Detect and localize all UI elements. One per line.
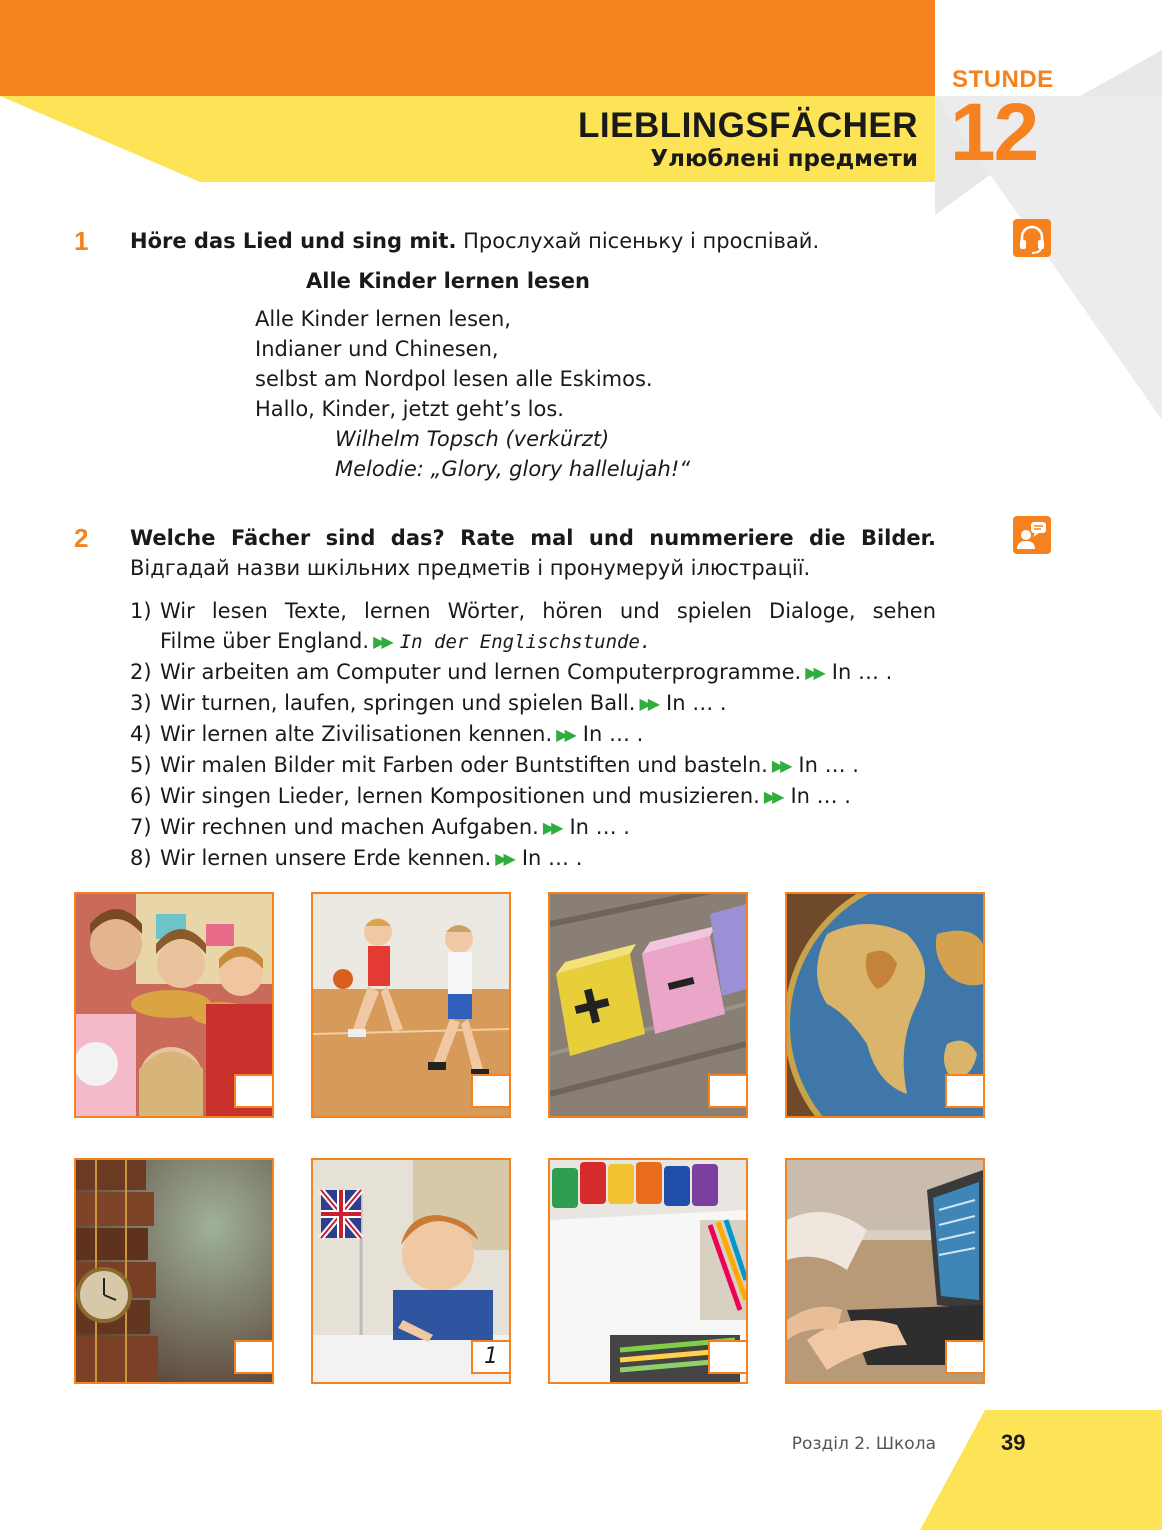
picture-answer-box[interactable]: [945, 1340, 985, 1374]
item-answer: In … .: [666, 691, 727, 715]
exercise-2-list: [130, 596, 936, 874]
item-text: Wir singen Lieder, lernen Kompositionen und musizieren.: [160, 784, 760, 808]
headphones-icon[interactable]: [1013, 219, 1051, 257]
picture-answer-box[interactable]: [708, 1340, 748, 1374]
item-number: 3): [130, 691, 152, 715]
picture-art: [548, 1158, 748, 1384]
song-line: Hallo, Kinder, jetzt geht’s los.: [255, 397, 564, 421]
item-answer: In … .: [798, 753, 859, 777]
picture-music: [74, 892, 274, 1118]
picture-answer-box[interactable]: [945, 1074, 985, 1108]
picture-answer-box[interactable]: [471, 1074, 511, 1108]
item-number: 4): [130, 722, 152, 746]
fast-forward-icon: ▶▶: [542, 818, 560, 837]
list-item: [130, 843, 936, 874]
song-line: selbst am Nordpol lesen alle Eskimos.: [255, 367, 653, 391]
song-title: Alle Kinder lernen lesen: [306, 269, 590, 293]
instruction-de: Welche Fächer sind das? Rate mal und nummeriere die Bilder.: [130, 526, 936, 550]
fast-forward-icon: ▶▶: [771, 756, 789, 775]
page-subtitle: Улюблені предмети: [650, 146, 918, 172]
picture-sport: [311, 892, 511, 1118]
instruction-de: Höre das Lied und sing mit.: [130, 229, 457, 253]
list-item: [130, 657, 936, 688]
item-text: Wir malen Bilder mit Farben oder Buntstiften und basteln.: [160, 753, 768, 777]
lesson-label: STUNDE: [952, 66, 1054, 93]
item-answer: In … .: [831, 660, 893, 684]
song-line: Alle Kinder lernen lesen,: [255, 307, 511, 331]
item-answer: In … .: [582, 722, 644, 746]
exercise-1-number: 1: [74, 226, 89, 256]
picture-math: [548, 892, 748, 1118]
exercise-2-instruction: [130, 523, 936, 583]
picture-geography: [785, 892, 985, 1118]
item-text: Wir turnen, laufen, springen und spielen Ball.: [160, 691, 636, 715]
item-number: 1): [130, 599, 152, 623]
item-text: Filme über England.: [160, 629, 370, 653]
picture-answer-box[interactable]: [234, 1074, 274, 1108]
picture-answer-box[interactable]: [234, 1340, 274, 1374]
picture-answer-box[interactable]: [708, 1074, 748, 1108]
exercise-1-instruction: [130, 226, 936, 256]
footer-section: Розділ 2. Школа: [791, 1434, 936, 1454]
list-item: [130, 812, 936, 843]
song-lyrics: [255, 304, 690, 484]
instruction-uk: Прослухай пісеньку і проспівай.: [463, 229, 820, 253]
item-number: 7): [130, 815, 152, 839]
fast-forward-icon: ▶▶: [763, 787, 781, 806]
fast-forward-icon: ▶▶: [639, 694, 657, 713]
list-item: [130, 688, 936, 719]
fast-forward-icon: ▶▶: [805, 663, 822, 682]
item-text: Wir lesen Texte, lernen Wörter, hören und spielen Dialoge, sehen: [160, 599, 936, 623]
lesson-number: 12: [950, 87, 1038, 178]
picture-computer: [785, 1158, 985, 1384]
picture-answer-box[interactable]: 1: [471, 1340, 511, 1374]
fast-forward-icon: ▶▶: [373, 632, 390, 651]
song-melody: Melodie: „Glory, glory hallelujah!“: [335, 457, 691, 481]
item-answer: In … .: [521, 846, 583, 870]
picture-history: [74, 1158, 274, 1384]
fast-forward-icon: ▶▶: [495, 849, 512, 868]
page-title: LIEBLINGSFÄCHER: [578, 106, 918, 145]
list-item-continuation: [130, 626, 936, 657]
song-line: Indianer und Chinesen,: [255, 337, 499, 361]
item-number: 6): [130, 784, 152, 808]
speaking-person-icon[interactable]: [1013, 516, 1051, 554]
item-text: Wir lernen alte Zivilisationen kennen.: [160, 722, 553, 746]
fast-forward-icon: ▶▶: [556, 725, 573, 744]
item-number: 8): [130, 846, 152, 870]
item-text: Wir arbeiten am Computer und lernen Computerprogramme.: [160, 660, 802, 684]
item-answer: In der Englischstunde.: [399, 631, 652, 653]
item-text: Wir rechnen und machen Aufgaben.: [160, 815, 539, 839]
list-item: [130, 781, 936, 812]
page-number: 39: [1001, 1430, 1026, 1455]
item-number: 5): [130, 753, 152, 777]
list-item: [130, 596, 936, 626]
item-answer: In … .: [569, 815, 630, 839]
item-number: 2): [130, 660, 152, 684]
song-author: Wilhelm Topsch (verkürzt): [335, 427, 610, 451]
list-item: [130, 719, 936, 750]
item-text: Wir lernen unsere Erde kennen.: [160, 846, 492, 870]
exercise-2-number: 2: [74, 523, 89, 553]
list-item: [130, 750, 936, 781]
item-answer: In … .: [790, 784, 851, 808]
instruction-uk: Відгадай назви шкільних предметів і пронумеруй ілюстрації.: [130, 556, 811, 580]
picture-english: [311, 1158, 511, 1384]
